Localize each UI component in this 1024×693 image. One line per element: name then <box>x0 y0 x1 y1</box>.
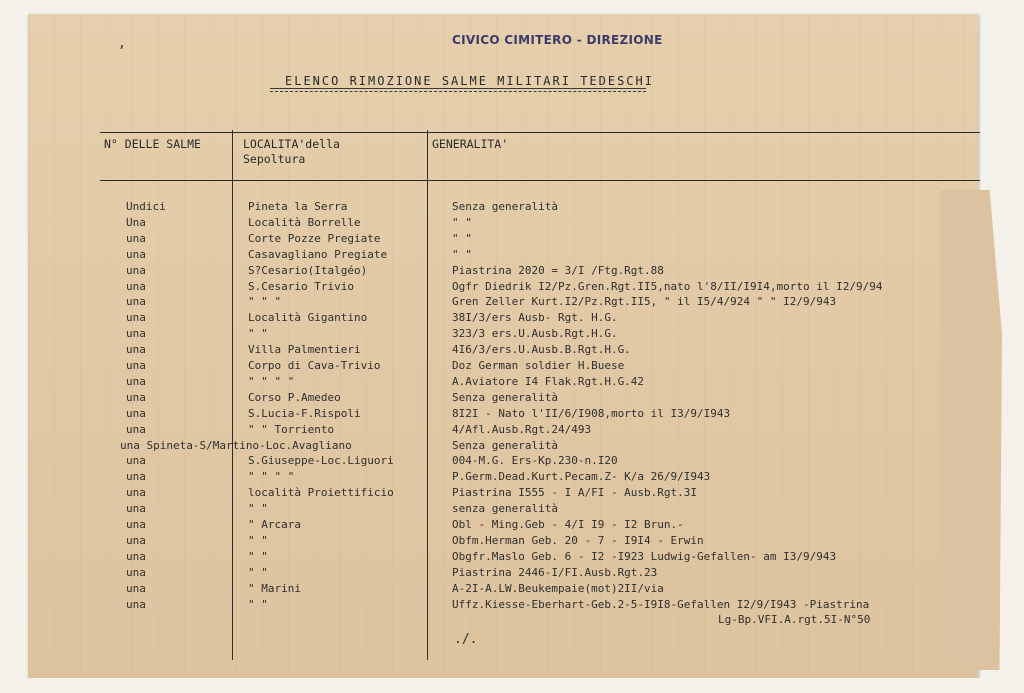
row-count: una <box>126 295 146 308</box>
end-mark: ./. <box>454 632 478 647</box>
column-divider-1 <box>232 130 233 660</box>
row-location: località Proiettificio <box>248 486 394 499</box>
row-location: Pineta la Serra <box>248 200 348 213</box>
title-underline <box>270 88 646 89</box>
row-location: Località Gigantino <box>248 311 368 324</box>
row-location: " Marini <box>248 582 301 595</box>
row-location: " " <box>248 566 268 579</box>
row-details: Piastrina I555 - I A/FI - Ausb.Rgt.3I <box>452 486 698 499</box>
row-count: una <box>126 423 146 436</box>
row-count: una <box>126 486 146 499</box>
document-title: ELENCO RIMOZIONE SALME MILITARI TEDESCHI <box>285 74 654 88</box>
row-count: una <box>126 502 146 515</box>
row-count: una <box>126 391 146 404</box>
row-count: una <box>126 359 146 372</box>
row-count: una <box>126 470 146 483</box>
row-details: 004-M.G. Ers-Kp.230-n.I20 <box>452 454 618 467</box>
row-details: Senza generalità <box>452 439 558 452</box>
row-count: una <box>126 375 146 388</box>
row-location: " " <box>248 534 268 547</box>
column-header-location <box>243 137 340 167</box>
row-count: una <box>126 454 146 467</box>
row-count: una <box>126 566 146 579</box>
row-details: " " <box>452 216 472 229</box>
row-location: S?Cesario(Italgéo) <box>248 264 368 277</box>
row-count: Undici <box>126 200 166 213</box>
row-details: 4I6/3/ers.U.Ausb.B.Rgt.H.G. <box>452 343 631 356</box>
row-details: Uffz.Kiesse-Eberhart-Geb.2-5-I9I8-Gefallen I2/9/I943 -Piastrina <box>452 598 870 611</box>
row-location: S.Cesario Trivio <box>248 280 354 293</box>
row-details: Obl - Ming.Geb - 4/I I9 - I2 Brun.- <box>452 518 684 531</box>
row-details: A-2I-A.LW.Beukempaie(mot)2II/via <box>452 582 664 595</box>
row-count: una <box>126 598 146 611</box>
row-location: " " <box>248 598 268 611</box>
row-count: una <box>126 311 146 324</box>
continuation-line: Lg-Bp.VFI.A.rgt.5I-N°50 <box>718 613 871 626</box>
row-location: Località Borrelle <box>248 216 361 229</box>
row-details: Doz German soldier H.Buese <box>452 359 625 372</box>
row-count: una <box>126 264 146 277</box>
row-details: 38I/3/ers Ausb- Rgt. H.G. <box>452 311 618 324</box>
row-count: una <box>126 534 146 547</box>
row-location: Casavagliano Pregiate <box>248 248 388 261</box>
row-location: Corte Pozze Pregiate <box>248 232 381 245</box>
row-count: una <box>126 582 146 595</box>
row-location: " " " " <box>248 375 295 388</box>
row-location: " Arcara <box>248 518 301 531</box>
column-header-details: GENERALITA' <box>432 137 509 151</box>
row-details: Obfm.Herman Geb. 20 - 7 - I9I4 - Erwin <box>452 534 704 547</box>
row-location: " " " <box>248 295 282 308</box>
row-count: una <box>126 280 146 293</box>
torn-sheet-edge <box>940 190 1002 670</box>
row-details: 4/Afl.Ausb.Rgt.24/493 <box>452 423 592 436</box>
row-details: Piastrina 2020 = 3/I /Ftg.Rgt.88 <box>452 264 664 277</box>
row-details: senza generalità <box>452 502 558 515</box>
row-count: una <box>126 343 146 356</box>
row-count: una <box>126 518 146 531</box>
row-details: Obgfr.Maslo Geb. 6 - I2 -I923 Ludwig-Gefallen- am I3/9/943 <box>452 550 837 563</box>
row-location: Villa Palmentieri <box>248 343 361 356</box>
row-count: una Spineta-S/Martino-Loc.Avagliano <box>120 439 352 452</box>
row-details: Senza generalità <box>452 391 558 404</box>
row-count: una <box>126 327 146 340</box>
row-location: " " <box>248 327 268 340</box>
row-count: una <box>126 248 146 261</box>
row-location: " " " " <box>248 470 295 483</box>
row-details: Ogfr Diedrik I2/Pz.Gren.Rgt.II5,nato l'8/II/I9I4,morto il I2/9/94 <box>452 280 883 293</box>
title-underline-dashed <box>270 91 646 92</box>
row-location: S.Giuseppe-Loc.Liguori <box>248 454 394 467</box>
row-count: una <box>126 407 146 420</box>
row-details: 323/3 ers.U.Ausb.Rgt.H.G. <box>452 327 618 340</box>
row-location: S.Lucia-F.Rispoli <box>248 407 361 420</box>
row-count: una <box>126 232 146 245</box>
row-details: Senza generalità <box>452 200 558 213</box>
row-count: Una <box>126 216 146 229</box>
row-details: Piastrina 2446-I/FI.Ausb.Rgt.23 <box>452 566 658 579</box>
row-details: " " <box>452 248 472 261</box>
row-location: Corpo di Cava-Trivio <box>248 359 381 372</box>
column-header-location-line1: LOCALITA'della <box>243 137 340 151</box>
column-divider-2 <box>427 130 428 660</box>
background-strip <box>0 678 1024 693</box>
column-header-count: N° DELLE SALME <box>104 137 201 151</box>
pin-mark: , <box>118 36 126 51</box>
row-details: Gren Zeller Kurt.I2/Pz.Rgt.II5, " il I5/4/924 " " I2/9/943 <box>452 295 837 308</box>
row-count: una <box>126 550 146 563</box>
row-details: 8I2I - Nato l'II/6/I908,morto il I3/9/I943 <box>452 407 731 420</box>
row-details: " " <box>452 232 472 245</box>
column-header-location-line2: Sepoltura <box>243 152 306 166</box>
row-details: P.Germ.Dead.Kurt.Pecam.Z- K/a 26/9/I943 <box>452 470 711 483</box>
row-details: A.Aviatore I4 Flak.Rgt.H.G.42 <box>452 375 645 388</box>
row-location: " " <box>248 550 268 563</box>
row-location: " " <box>248 502 268 515</box>
row-location: " " Torriento <box>248 423 335 436</box>
row-location: Corso P.Amedeo <box>248 391 341 404</box>
office-stamp: CIVICO CIMITERO - DIREZIONE <box>452 33 663 47</box>
